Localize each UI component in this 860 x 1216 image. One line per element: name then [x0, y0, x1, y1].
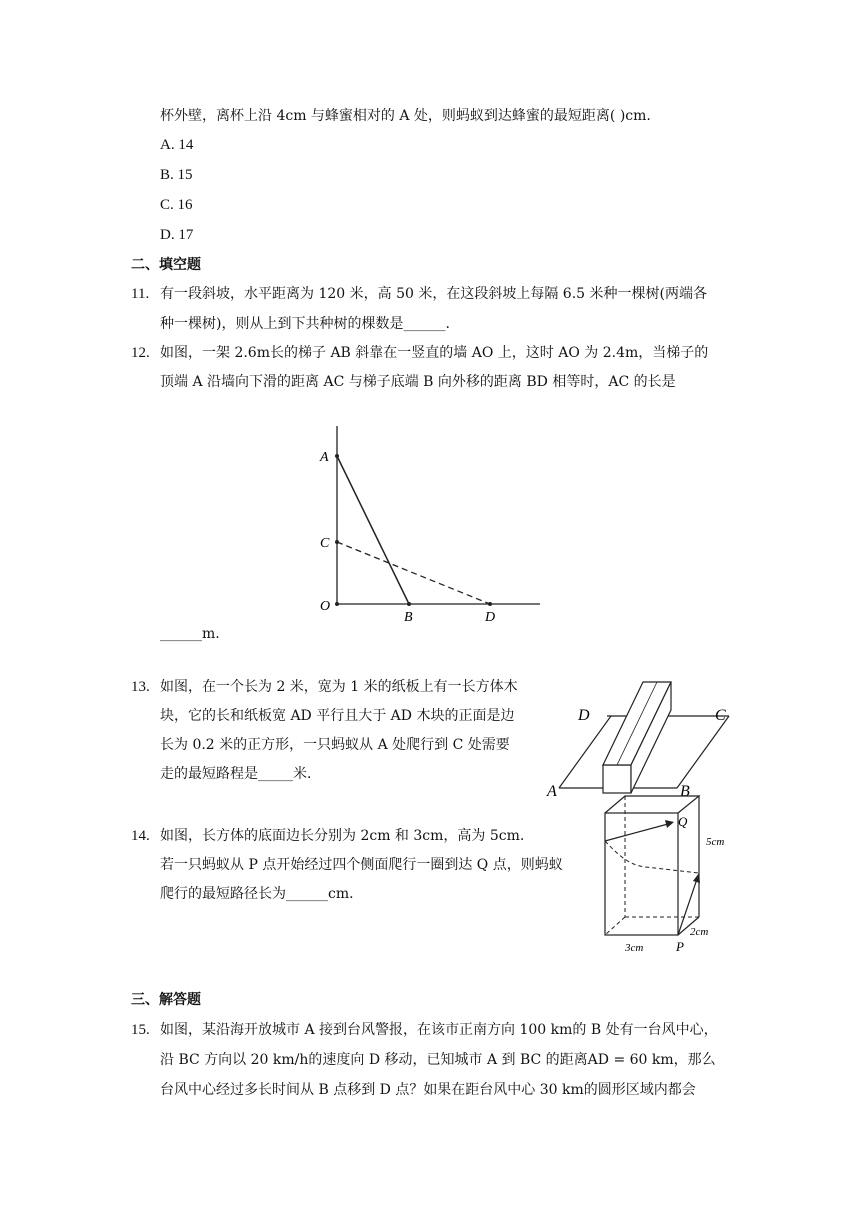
- q11-line-1: 有一段斜坡，水平距离为 120 米，高 50 米，在这段斜坡上每隔 6.5 米种一棵树(两端各: [160, 286, 707, 302]
- q13-label-a: A: [547, 783, 557, 800]
- q14-line-2: 若一只蚂蚁从 P 点开始经过四个侧面爬行一圈到达 Q 点，则蚂蚁: [160, 857, 563, 873]
- q14-length-label: 3cm: [625, 942, 644, 954]
- q10-option-a: A. 14: [160, 137, 194, 153]
- q11-line-2: 种一棵树)，则从上到下共种树的棵数是______.: [160, 316, 450, 332]
- q12-label-a: A: [320, 450, 329, 465]
- q12-ladder-figure: [300, 420, 550, 630]
- q13-line-4: 走的最短路程是_____米.: [160, 766, 312, 782]
- section-fill-in-title: 二、填空题: [131, 257, 201, 273]
- q12-label-d: D: [485, 610, 496, 625]
- q10-option-c: C. 16: [160, 197, 193, 213]
- q14-label-p: P: [676, 939, 684, 954]
- q14-label-q: Q: [678, 814, 688, 829]
- q12-number: 12.: [131, 345, 150, 361]
- q13-line-3: 长为 0.2 米的正方形，一只蚂蚁从 A 处爬行到 C 处需要: [160, 737, 510, 753]
- q15-line-1: 如图，某沿海开放城市 A 接到台风警报，在该市正南方向 100 km的 B 处有一台风中心，: [160, 1022, 718, 1038]
- q14-line-3: 爬行的最短路径长为______cm.: [160, 886, 354, 902]
- q12-label-o: O: [320, 599, 331, 614]
- q12-answer-blank: ______m.: [160, 626, 220, 642]
- q12-label-b: B: [404, 610, 413, 625]
- q13-label-d: D: [578, 707, 590, 724]
- q15-line-2: 沿 BC 方向以 20 km/h的速度向 D 移动，已知城市 A 到 BC 的距离AD = 60 km，那么: [160, 1052, 716, 1068]
- q13-line-1: 如图，在一个长为 2 米，宽为 1 米的纸板上有一长方体木: [160, 679, 518, 695]
- q13-label-c: C: [715, 707, 726, 724]
- q13-board-figure: [545, 670, 735, 800]
- q15-number: 15.: [131, 1022, 150, 1038]
- q12-label-c: C: [320, 536, 330, 551]
- q15-line-3: 台风中心经过多长时间从 B 点移到 D 点？如果在距台风中心 30 km的圆形区域内都会: [160, 1082, 696, 1098]
- section-answer-title: 三、解答题: [131, 992, 201, 1008]
- q14-width-label: 2cm: [690, 926, 709, 938]
- q14-line-1: 如图，长方体的底面边长分别为 2cm 和 3cm，高为 5cm.: [160, 828, 525, 844]
- q14-height-label: 5cm: [706, 836, 725, 848]
- q13-line-2: 块，它的长和纸板宽 AD 平行且大于 AD 木块的正面是边: [160, 708, 515, 724]
- q14-number: 14.: [131, 828, 150, 844]
- q10-option-d: D. 17: [160, 227, 194, 243]
- q13-number: 13.: [131, 679, 150, 695]
- q13-label-b: B: [680, 783, 690, 800]
- q14-cuboid-figure: [595, 795, 740, 960]
- q10-option-b: B. 15: [160, 167, 193, 183]
- q10-stem-line: 杯外壁，离杯上沿 4cm 与蜂蜜相对的 A 处，则蚂蚁到达蜂蜜的最短距离( )cm.: [160, 108, 651, 124]
- q12-line-1: 如图，一架 2.6m长的梯子 AB 斜靠在一竖直的墙 AO 上，这时 AO 为 2.4m，当梯子的: [160, 345, 709, 361]
- q11-number: 11.: [131, 286, 150, 302]
- q12-line-2: 顶端 A 沿墙向下滑的距离 AC 与梯子底端 B 向外移的距离 BD 相等时，AC 的长是: [160, 374, 676, 390]
